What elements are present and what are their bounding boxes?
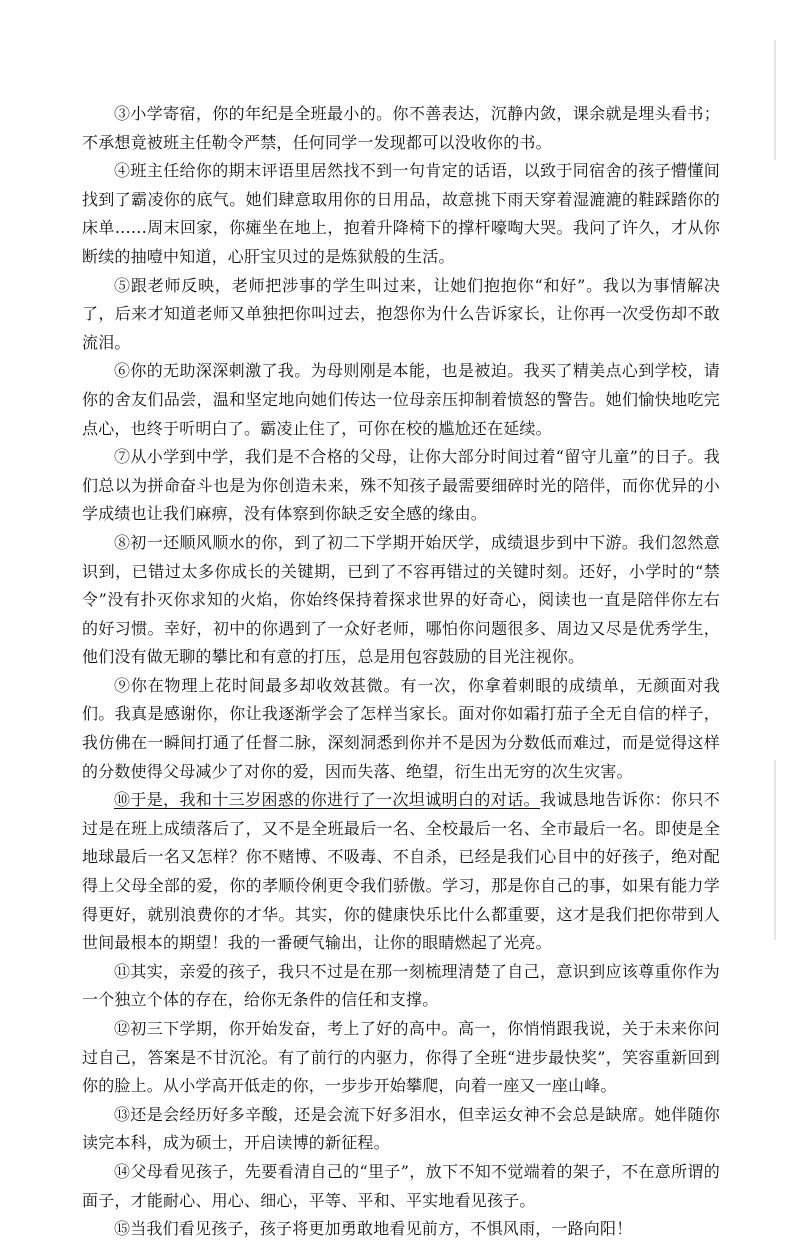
paragraph-text: ⑭父母看见孩子，先要看清自己的“里子”，放下不知不觉端着的架子，不在意所谓的面子，才能耐心、用心、细心，平等、平和、平实地看见孩子。	[82, 1161, 720, 1210]
paragraph-text: ⑦从小学到中学，我们是不合格的父母，让你大部分时间过着“留守儿童”的日子。我们总以为拼命奋斗也是为你创造未来，殊不知孩子最需要细碎时光的陪伴，而你优异的小学成绩也让我们麻痹，没有体察到你缺乏安全感的缘由。	[82, 447, 720, 524]
paragraph-7	[82, 443, 720, 529]
paragraph-8	[82, 529, 720, 672]
paragraph-11	[82, 958, 720, 1015]
paragraph-13	[82, 1101, 720, 1158]
paragraph-text: ⑤跟老师反映，老师把涉事的学生叫过来，让她们抱抱你“和好”。我以为事情解决了，后来才知道老师又单独把你叫过去，抱怨你为什么告诉家长，让你再一次受伤却不敢流泪。	[82, 275, 720, 352]
paragraph-4	[82, 157, 720, 271]
paragraph-text: ③小学寄宿，你的年纪是全班最小的。你不善表达，沉静内敛，课余就是埋头看书；不承想竟被班主任勒令严禁，任何同学一发现都可以没收你的书。	[82, 104, 720, 152]
paragraph-15	[82, 1215, 720, 1244]
paragraph-text: ⑪其实，亲爱的孩子，我只不过是在那一刻梳理清楚了自己，意识到应该尊重你作为一个独立个体的存在，给你无条件的信任和支撑。	[82, 961, 720, 1010]
paragraph-text: ⑬还是会经历好多辛酸，还是会流下好多泪水，但幸运女神不会总是缺席。她伴随你读完本科，成为硕士，开启读博的新征程。	[82, 1104, 720, 1153]
paragraph-text: ⑫初三下学期，你开始发奋，考上了好的高中。高一，你悄悄跟我说，关于未来你问过自己，答案是不甘沉沦。有了前行的内驱力，你得了全班“进步最快奖”，笑容重新回到你的脸上。从小学高开低走的你，一步步开始攀爬，向着一座又一座山峰。	[82, 1019, 720, 1096]
paragraph-text: ⑧初一还顺风顺水的你，到了初二下学期开始厌学，成绩退步到中下游。我们忽然意识到，已错过太多你成长的关键期，已到了不容再错过的关键时刻。还好，小学时的“禁令”没有扑灭你求知的火焰，你始终保持着探求世界的好奇心，阅读也一直是陪伴你左右的好习惯。幸好，初中的你遇到了一众好老师，哪怕你问题很多、周边又尽是优秀学生，他们没有做无聊的攀比和有意的打压，总是用包容鼓励的目光注视你。	[82, 532, 720, 667]
paragraph-9	[82, 672, 720, 786]
paragraph-12	[82, 1015, 720, 1101]
paragraph-3	[82, 100, 720, 157]
paragraph-text: ⑨你在物理上花时间最多却收效甚微。有一次，你拿着刺眼的成绩单，无颜面对我们。我真是感谢你，你让我逐渐学会了怎样当家长。面对你如霜打茄子全无自信的样子，我仿佛在一瞬间打通了任督二脉，深刻洞悉到你并不是因为分数低而难过，而是觉得这样的分数使得父母减少了对你的爱，因而失落、绝望，衍生出无穷的次生灾害。	[82, 675, 720, 781]
paragraph-10	[82, 786, 720, 958]
paragraph-6	[82, 357, 720, 443]
underlined-sentence: ⑩于是，我和十三岁困惑的你进行了一次坦诚明白的对话。	[114, 790, 540, 810]
paragraph-text: ④班主任给你的期末评语里居然找不到一句肯定的话语，以致于同宿舍的孩子懵懂间找到了霸凌你的底气。她们肆意取用你的日用品，故意挑下雨天穿着湿漉漉的鞋踩踏你的床单……周末回家，你瘫坐在地上，抱着升降椅下的撑杆嚎啕大哭。我问了许久，才从你断续的抽噎中知道，心肝宝贝过的是炼狱般的生活。	[82, 161, 720, 266]
paragraph-5	[82, 272, 720, 358]
paragraph-text: 我诚恳地告诉你：你只不过是在班上成绩落后了，又不是全班最后一名、全校最后一名、全市最后一名。即使是全地球最后一名又怎样？你不赌博、不吸毒、不自杀，已经是我们心目中的好孩子，绝对配得上父母全部的爱，你的孝顺伶俐更令我们骄傲。学习，那是你自己的事，如果有能力学得更好，就别浪费你的才华。其实，你的健康快乐比什么都重要，这才是我们把你带到人世间最根本的期望！我的一番硬气输出，让你的眼睛燃起了光亮。	[82, 790, 721, 953]
scan-edge-mark	[774, 40, 776, 160]
paragraph-text: ⑮当我们看见孩子，孩子将更加勇敢地看见前方，不惧风雨，一路向阳！	[114, 1219, 633, 1239]
paragraph-text: ⑥你的无助深深刺激了我。为母则刚是本能，也是被迫。我买了精美点心到学校，请你的舍友们品尝，温和坚定地向她们传达一位母亲压抑制着愤怒的警告。她们愉快地吃完点心，也终于听明白了。霸凌止住了，可你在校的尴尬还在延续。	[82, 361, 720, 438]
paragraph-14	[82, 1158, 720, 1215]
scan-edge-mark	[774, 760, 776, 940]
